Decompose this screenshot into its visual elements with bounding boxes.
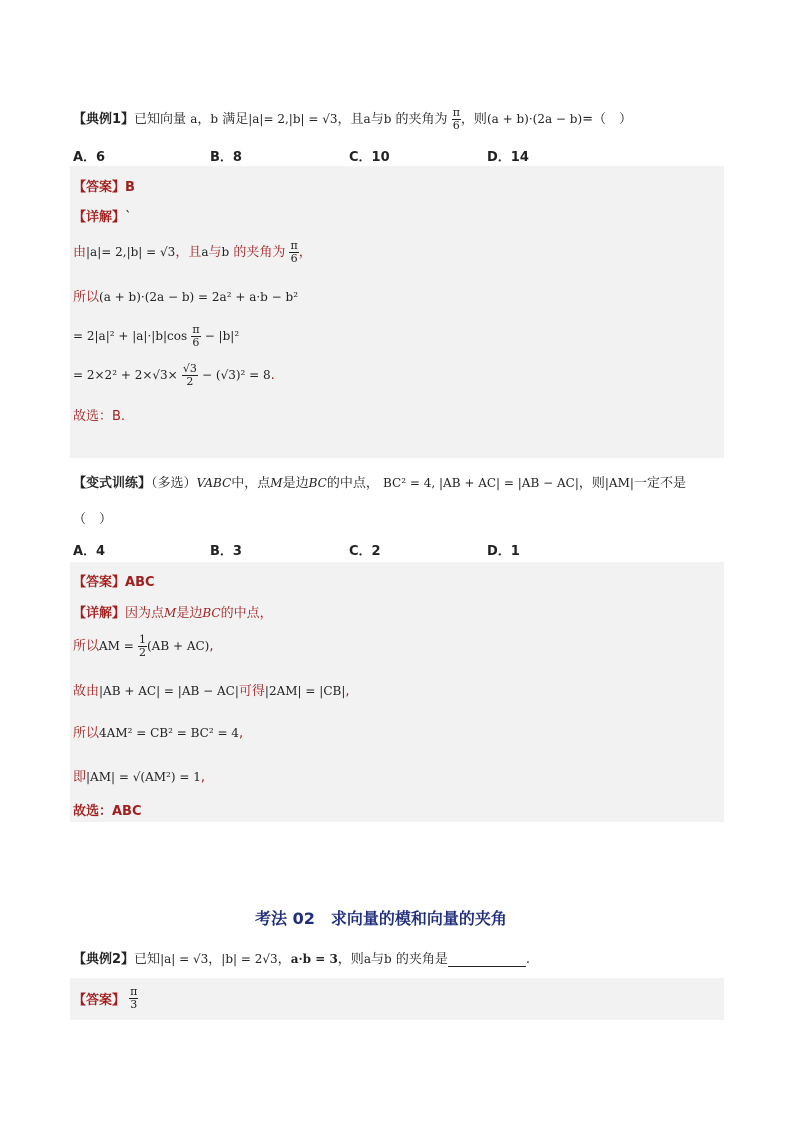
variant-detail-line4: 所以4AM² = CB² = BC² = 4, — [73, 726, 244, 741]
example2-question: 【典例2】已知|a| = √3，|b| = 2√3，a·b = 3，则a与b 的夹角是 . — [73, 952, 530, 967]
example1-angle-fraction: $\frac{\pi}{6}$ — [452, 106, 460, 132]
variant-question: 【变式训练】（多选）VABC中，点M是边BC的中点， BC² = 4, |AB + AC| = |AB − AC|，则|AM|一定不是 — [73, 476, 686, 491]
example1-condition: |a|= 2,|b| = √3 — [248, 112, 338, 126]
variant-option-b: B．3 — [210, 544, 242, 559]
section-heading — [255, 906, 507, 929]
example1-option-a: A．6 — [73, 150, 106, 165]
example2-answer: 【答案】 $\frac{\pi}{3}$ — [73, 985, 138, 1011]
example1-choice: 故选：B. — [73, 409, 126, 424]
variant-question-paren: （ ） — [73, 512, 113, 527]
variant-option-c: C．2 — [349, 544, 381, 559]
example1-detail-line2: 所以(a + b)·(2a − b) = 2a² + a·b − b² — [73, 290, 299, 305]
variant-detail-line3: 故由|AB + AC| = |AB − AC|可得|2AM| = |CB|, — [73, 684, 350, 699]
variant-answer: 【答案】ABC — [73, 575, 155, 590]
example1-expression: (a + b)·(2a − b) — [486, 112, 583, 126]
example1-option-c: C．10 — [349, 150, 390, 165]
example1-detail-line1: 由|a|= 2,|b| = √3，且a与b 的夹角为 $\frac{\pi}{6}$ ， — [73, 239, 312, 265]
example2-tag: 【典例2】 — [73, 952, 135, 967]
variant-option-d: D．1 — [487, 544, 520, 559]
example1-tag: 【典例1】 — [73, 112, 135, 127]
answer-blank — [448, 954, 526, 967]
example1-detail-line3: = 2|a|² + |a|·|b|cos $\frac{\pi}{6}$ − |b|² — [73, 323, 240, 349]
variant-choice: 故选：ABC — [73, 804, 142, 819]
variant-detail-line1: 【详解】因为点M是边BC的中点， — [73, 606, 273, 621]
variant-option-a: A．4 — [73, 544, 106, 559]
example1-option-b: B．8 — [210, 150, 242, 165]
example2-answer-fraction: $\frac{\pi}{3}$ — [130, 985, 138, 1011]
example1-option-d: D．14 — [487, 150, 529, 165]
example1-detail-heading: 【详解】` — [73, 210, 132, 225]
example1-answer: 【答案】B — [73, 180, 135, 195]
variant-detail-line2: 所以AM = $\frac{1}{2}$ (AB + AC), — [73, 633, 214, 659]
variant-detail-line5: 即|AM| = √(AM²) = 1, — [73, 770, 205, 785]
variant-tag: 【变式训练】 — [73, 476, 152, 491]
example1-detail-line4: = 2×2² + 2×√3× $\frac{√3}{2}$ − (√3)² = 8. — [73, 362, 275, 388]
example2-answer-panel — [70, 978, 724, 1020]
section-label: 考法 02 — [255, 909, 315, 928]
variant-condition: BC² = 4, |AB + AC| = |AB − AC| — [383, 476, 579, 490]
section-title: 求向量的模和向量的夹角 — [330, 909, 507, 928]
example1-question: 【典例1】已知向量 a，b 满足|a|= 2,|b| = √3，且a与b 的夹角为 $\frac{\pi}{6}$ ，则(a + b)·(2a − b)=（ ） — [73, 106, 633, 132]
example1-answer-panel — [70, 166, 724, 458]
